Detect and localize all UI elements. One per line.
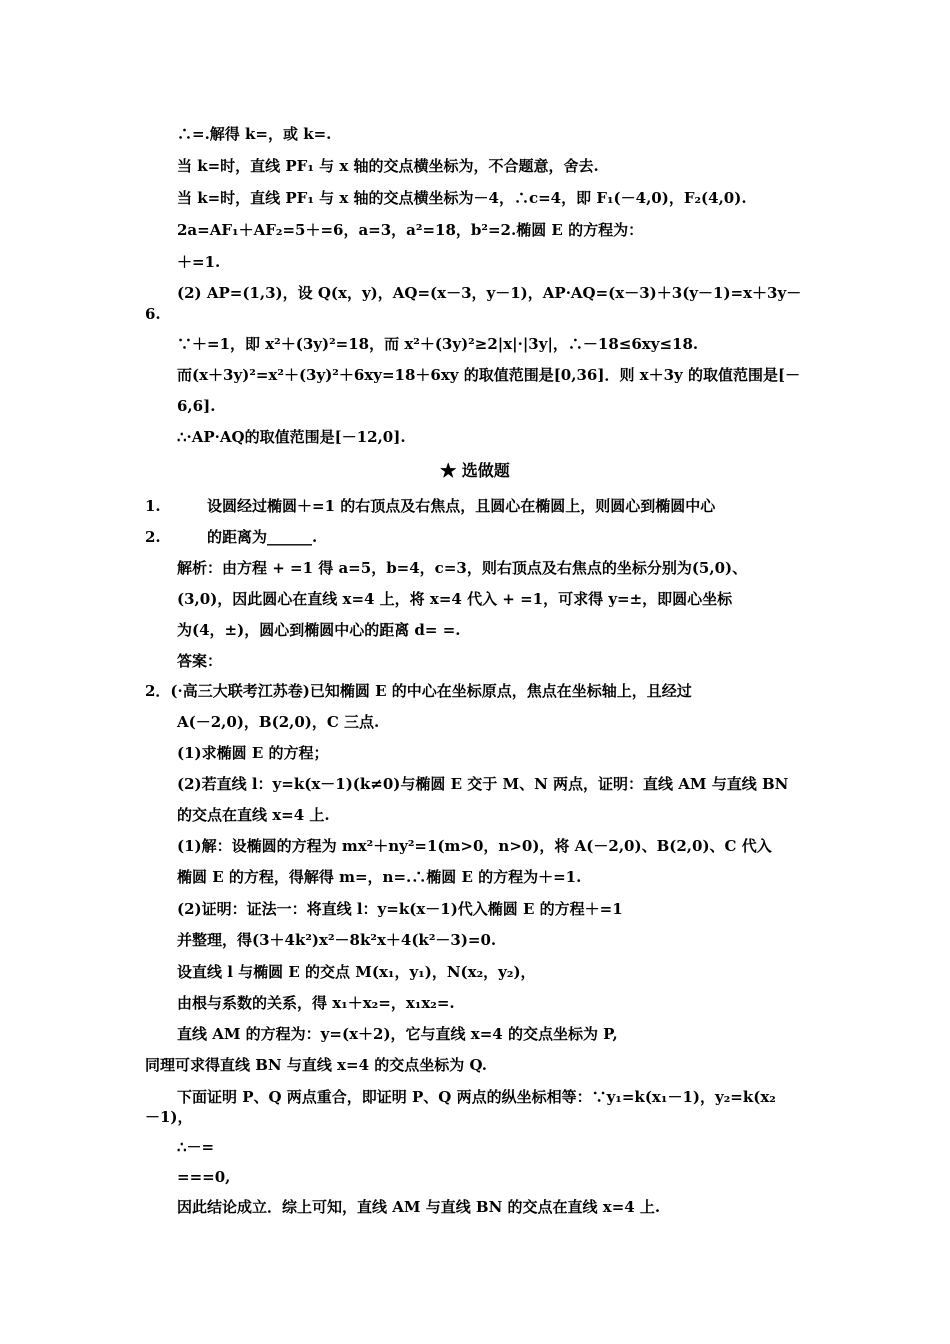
proof-line: 由根与系数的关系，得 x₁＋x₂=，x₁x₂=. [177,994,455,1012]
solution-line-5: ＋=1. [177,253,221,271]
analysis-line-3: 为(4，±)，圆心到椭圆中心的距离 d= =. [177,621,461,639]
solution-line-7: 6. [145,305,161,323]
proof-line: 同理可求得直线 BN 与直线 x=4 的交点坐标为 Q. [145,1056,487,1074]
conclusion-line: 因此结论成立．综上可知，直线 AM 与直线 BN 的交点在直线 x=4 上. [177,1198,661,1216]
problem-line: (1)求椭圆 E 的方程； [177,744,329,762]
solution-line-1: ∴=.解得 k=，或 k=. [177,125,332,143]
solution-line-8: ∵＋=1，即 x²＋(3y)²=18，而 x²＋(3y)²≥2|x|·|3y|，∴－18≤6xy≤18. [177,335,699,353]
item-number: 1. [145,497,161,515]
proof-line: 下面证明 P、Q 两点重合，即证明 P、Q 两点的纵坐标相等：∵y₁=k(x₁－1)，y₂=k(x₂ [177,1088,776,1106]
proof-line: 设直线 l 与椭圆 E 的交点 M(x₁，y₁)，N(x₂，y₂)， [177,963,536,981]
question-text: 的距离为______. [207,528,318,546]
solution-line-4: 2a=AF₁＋AF₂=5＋=6，a=3，a²=18，b²=2.椭圆 E 的方程为： [177,221,644,239]
analysis-line-1: 解析：由方程 + =1 得 a=5，b=4，c=3，则右顶点及右焦点的坐标分别为(5,0)、 [177,559,748,577]
problem-line: A(－2,0)，B(2,0)，C 三点. [177,713,380,731]
problem-line: 2．(·高三大联考江苏卷)已知椭圆 E 的中心在坐标原点，焦点在坐标轴上，且经过 [145,682,692,700]
proof-line: 直线 AM 的方程为：y=(x＋2)，它与直线 x=4 的交点坐标为 P, [177,1025,618,1043]
proof-line: (1)解：设椭圆的方程为 mx²＋ny²=1(m>0，n>0)，将 A(－2,0)、B(2,0)、C 代入 [177,837,772,855]
solution-line-9: 而(x＋3y)²=x²＋(3y)²＋6xy=18＋6xy 的取值范围是[0,36]．则 x＋3y 的取值范围是[－ [177,366,801,384]
proof-line: ===0, [177,1168,231,1186]
problem-line: 的交点在直线 x=4 上. [177,806,330,824]
question-text: 设圆经过椭圆＋=1 的右顶点及右焦点，且圆心在椭圆上，则圆心到椭圆中心 [207,497,716,515]
solution-line-10: 6,6]. [177,397,216,415]
solution-line-6: (2) AP=(1,3)，设 Q(x，y)，AQ=(x－3，y－1)，AP·AQ=(x－3)＋3(y－1)=x＋3y－ [177,284,802,302]
solution-line-2: 当 k=时，直线 PF₁ 与 x 轴的交点横坐标为，不合题意，舍去. [177,157,599,175]
proof-line: (2)证明：证法一：将直线 l：y=k(x－1)代入椭圆 E 的方程＋=1 [177,900,623,918]
problem-line: (2)若直线 l：y=k(x－1)(k≠0)与椭圆 E 交于 M、N 两点，证明：直线 AM 与直线 BN [177,775,789,793]
section-title: ★ 选做题 [440,461,510,480]
item-number: 2. [145,528,161,546]
proof-line: ∴－= [177,1138,215,1156]
analysis-line-2: (3,0)，因此圆心在直线 x=4 上，将 x=4 代入 + =1，可求得 y=±，即圆心坐标 [177,590,733,608]
answer-label: 答案： [177,652,223,670]
solution-line-3: 当 k=时，直线 PF₁ 与 x 轴的交点横坐标为－4，∴c=4，即 F₁(－4,0)，F₂(4,0). [177,189,747,207]
proof-line: 并整理，得(3＋4k²)x²－8k²x＋4(k²－3)=0. [177,931,497,949]
proof-line: 椭圆 E 的方程，得解得 m=，n=.∴椭圆 E 的方程为＋=1. [177,868,582,886]
solution-line-11: ∴·AP·AQ的取值范围是[－12,0]. [177,428,406,446]
proof-line: －1)， [145,1108,193,1126]
